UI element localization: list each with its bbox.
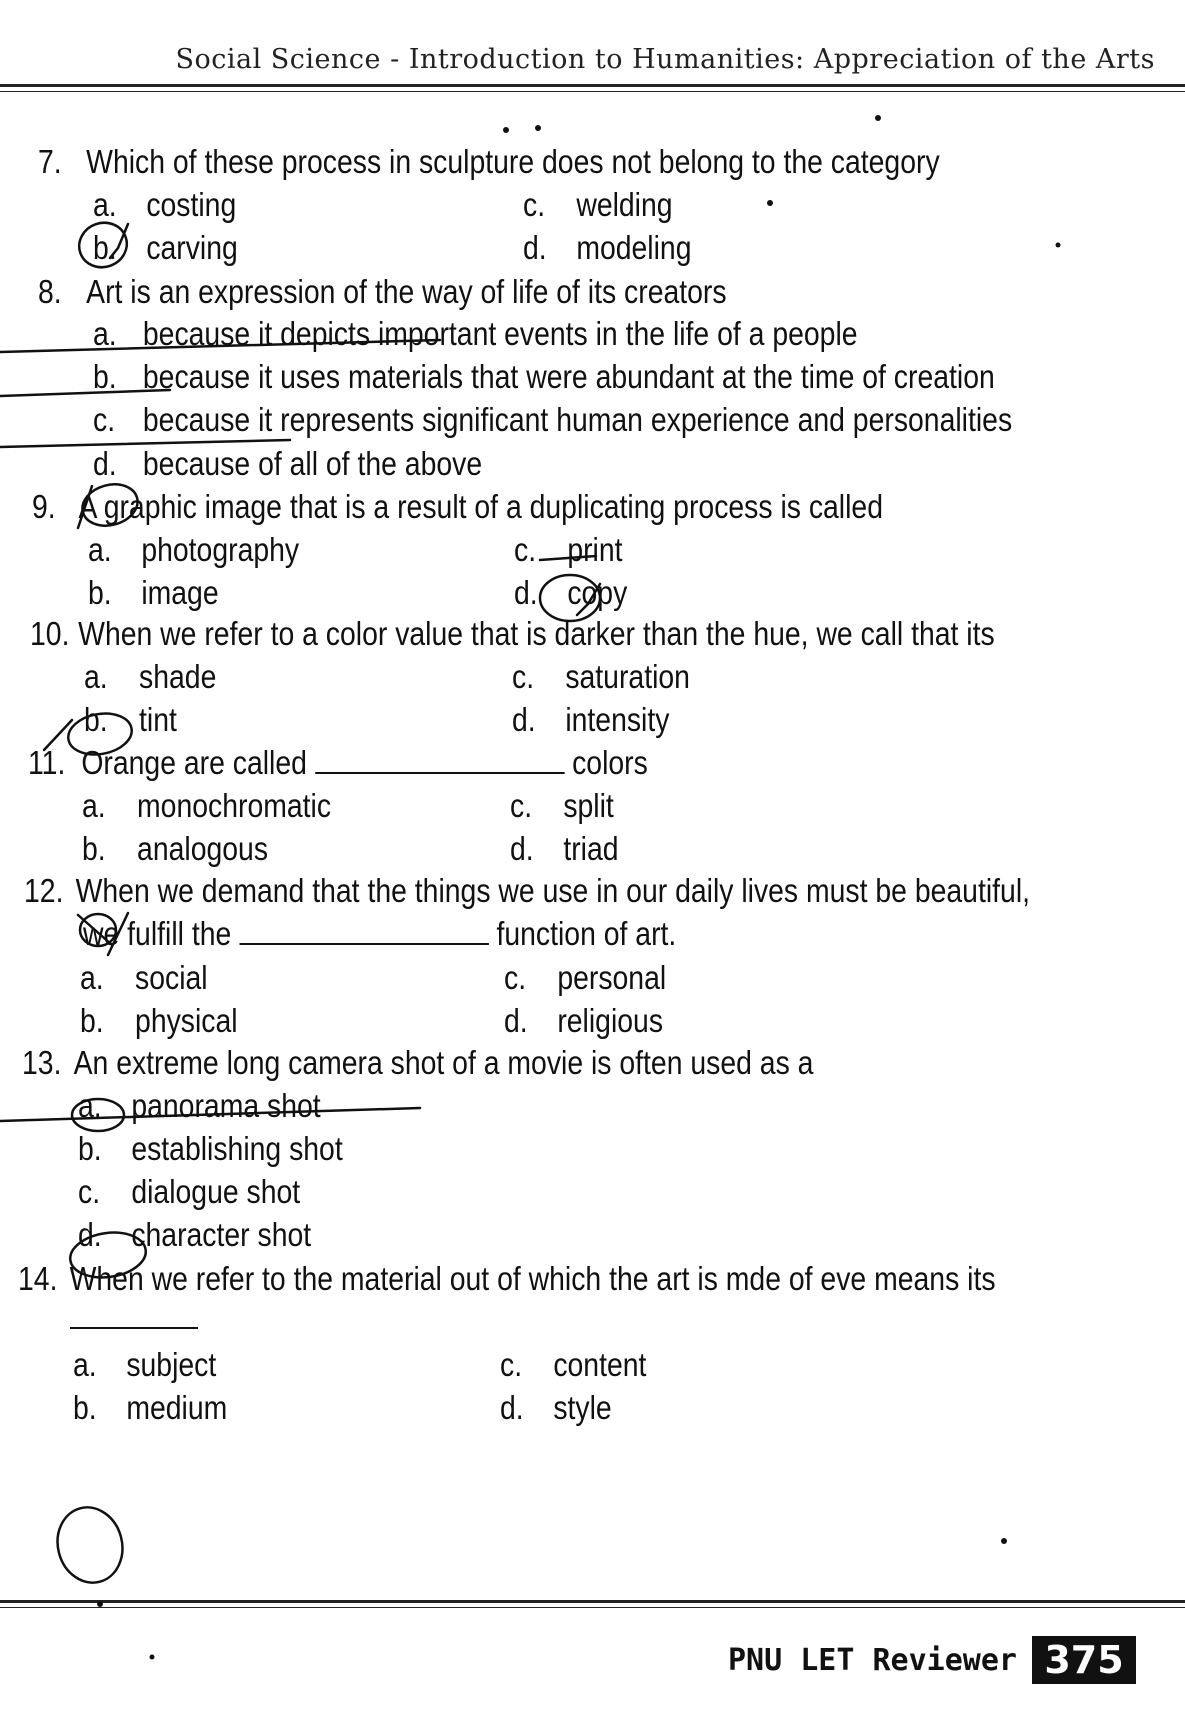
- option-7b: b. carving: [93, 229, 238, 266]
- option-11b: b. analogous: [82, 830, 269, 867]
- question-11: [28, 746, 648, 779]
- option-10c: c. saturation: [512, 658, 690, 695]
- question-12-line2: we fulfill the function of art.: [83, 915, 677, 952]
- header-rule: [0, 84, 1185, 87]
- question-text: Orange are called: [81, 744, 307, 781]
- option-11c: c. split: [510, 787, 614, 824]
- option-14a: a. subject: [73, 1346, 217, 1383]
- footer-rule-thin: [0, 1607, 1185, 1608]
- question-text-tail: colors: [572, 744, 648, 781]
- question-text: An extreme long camera shot of a movie is often used as a: [73, 1044, 814, 1081]
- option-11d: d. triad: [510, 830, 619, 867]
- option-8a: a. because it depicts important events in the life of a people: [93, 315, 858, 352]
- question-text: When we refer to the material out of which the art is mde of eve means its: [69, 1260, 996, 1297]
- header-rule-thin: [0, 91, 1185, 92]
- answer-blank: [70, 1327, 198, 1329]
- option-13a: a. panorama shot: [78, 1087, 321, 1124]
- question-number: 14.: [18, 1260, 58, 1297]
- question-number: 7.: [38, 143, 62, 180]
- question-number: 9.: [32, 488, 56, 525]
- question-12: [24, 874, 1030, 907]
- footer-rule: [0, 1600, 1185, 1603]
- footer-title: PNU LET Reviewer: [728, 1643, 1017, 1678]
- option-12d: d. religious: [504, 1002, 664, 1039]
- question-13: [22, 1046, 813, 1079]
- question-number: 13.: [22, 1044, 62, 1081]
- option-10a: a. shade: [84, 658, 217, 695]
- option-14d: d. style: [500, 1389, 612, 1426]
- option-13c: c. dialogue shot: [78, 1173, 301, 1210]
- question-text: A graphic image that is a result of a duplicating process is called: [78, 488, 883, 525]
- question-text: Art is an expression of the way of life of its creators: [86, 273, 727, 310]
- option-7a: a. costing: [93, 186, 237, 223]
- option-8d: d. because of all of the above: [93, 445, 483, 482]
- question-number: 10.: [30, 615, 70, 652]
- option-10b: b. tint: [84, 701, 177, 738]
- question-8: [38, 275, 727, 308]
- option-7d: d. modeling: [523, 229, 692, 266]
- option-13b: b. establishing shot: [78, 1130, 343, 1167]
- option-14c: c. content: [500, 1346, 647, 1383]
- page-number: 375: [1032, 1636, 1136, 1684]
- question-9: [32, 490, 883, 523]
- question-number: 12.: [24, 872, 64, 909]
- option-12c: c. personal: [504, 959, 667, 996]
- option-9b: b. image: [88, 574, 219, 611]
- question-10: [30, 617, 995, 650]
- option-9c: c. print: [514, 531, 623, 568]
- option-12b: b. physical: [80, 1002, 238, 1039]
- answer-blank: [239, 943, 488, 945]
- question-7: [38, 145, 940, 178]
- option-11a: a. monochromatic: [82, 787, 332, 824]
- option-8b: b. because it uses materials that were abundant at the time of creation: [93, 358, 995, 395]
- running-header: Social Science - Introduction to Humanities: Appreciation of the Arts: [175, 44, 1155, 75]
- question-text: Which of these process in sculpture does not belong to the category: [86, 143, 940, 180]
- option-10d: d. intensity: [512, 701, 670, 738]
- answer-blank: [315, 772, 564, 774]
- option-9d: d. copy: [514, 574, 628, 611]
- question-14: [18, 1262, 996, 1295]
- question-text: When we demand that the things we use in our daily lives must be beautiful,: [75, 872, 1031, 909]
- option-12a: a. social: [80, 959, 208, 996]
- question-text: When we refer to a color value that is darker than the hue, we call that its: [78, 615, 995, 652]
- question-number: 8.: [38, 273, 62, 310]
- option-9a: a. photography: [88, 531, 300, 568]
- option-13d: d. character shot: [78, 1216, 312, 1253]
- option-8c: c. because it represents significant human experience and personalities: [93, 401, 1013, 438]
- option-7c: c. welding: [523, 186, 673, 223]
- question-number: 11.: [28, 744, 66, 781]
- option-14b: b. medium: [73, 1389, 228, 1426]
- circle-mark-14b: [49, 1500, 130, 1590]
